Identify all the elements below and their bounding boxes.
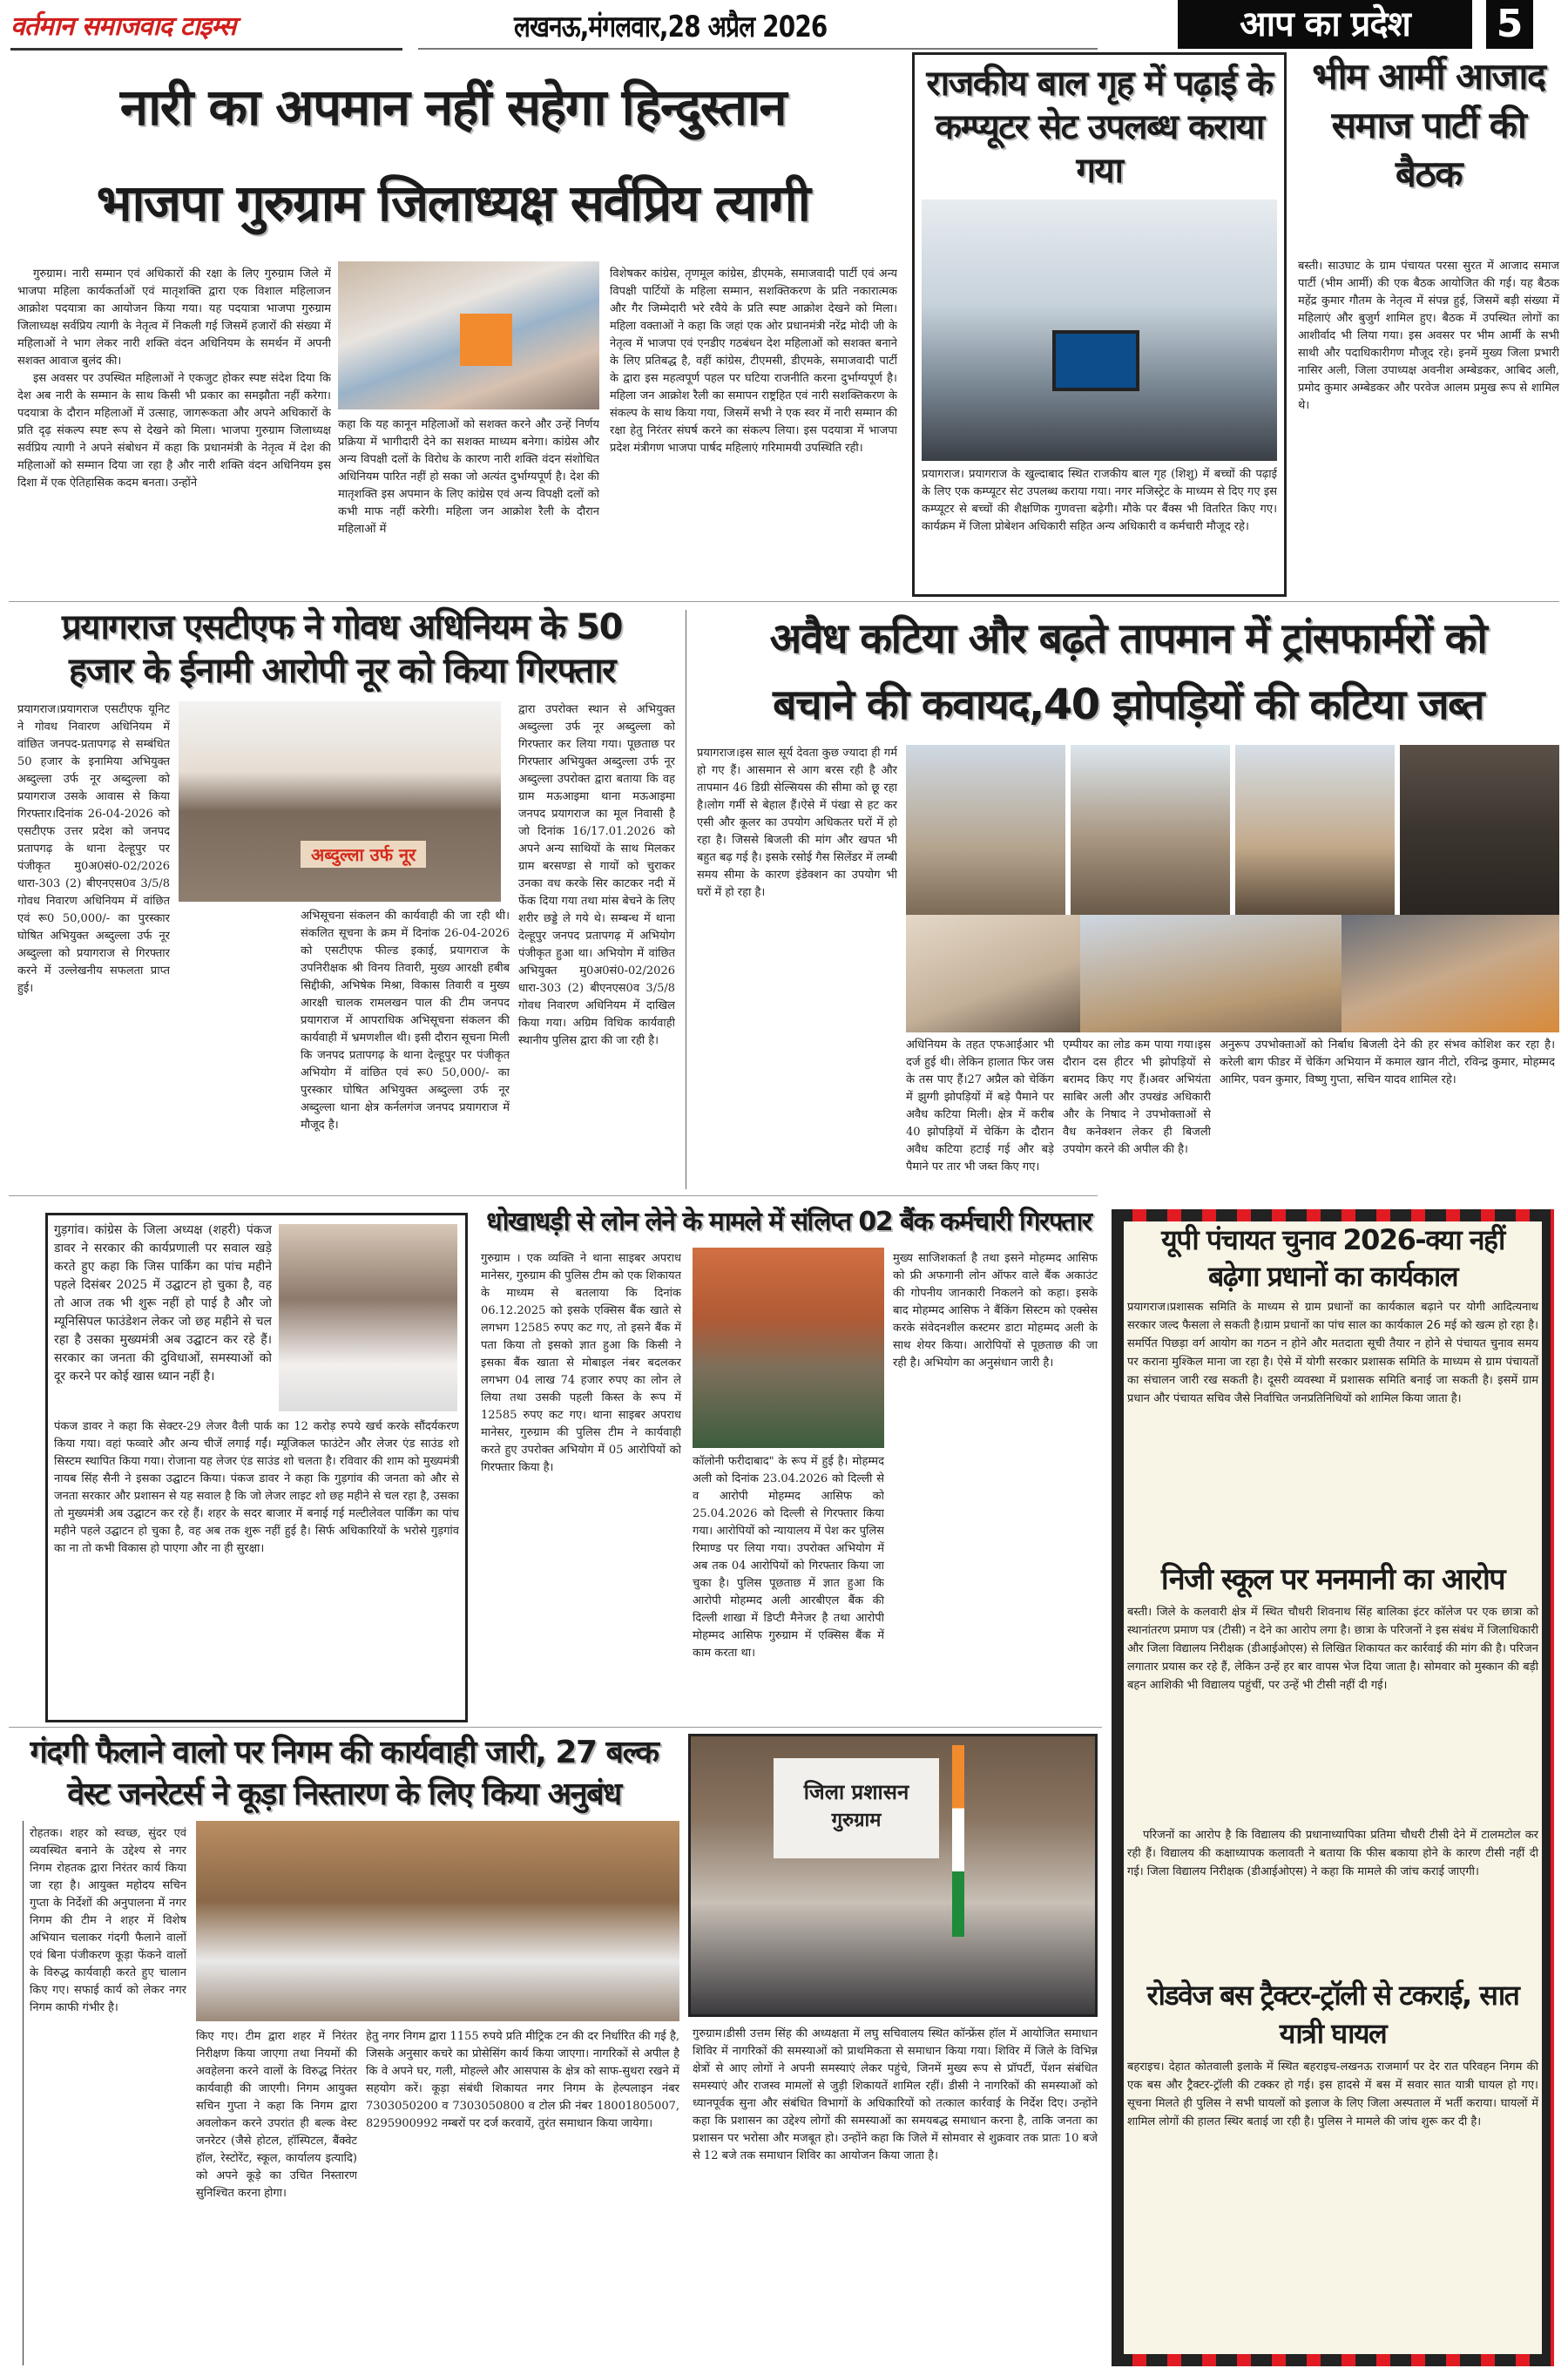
katiya-photo <box>1235 745 1395 915</box>
dateline: लखनऊ,मंगलवार,28 अप्रैल 2026 <box>514 10 828 44</box>
headline-text: बढ़ेगा प्रधानों का कार्यकाल <box>1207 1260 1458 1293</box>
nigam-col2: किए गए। टीम द्वारा शहर में निरंतर निरीक्षण किया जाएगा तथा नियमों की अवहेलना करने वालों के विरुद्ध निरंतर कार्यवाही की जाएगी। निगम आयुक्त सचिन गुप्ता ने कहा कि निगम द्वारा अवलोकन करने उपरांत ही बल्क वेस्ट जनरेटर (जैसे होटल, हॉस्पिटल, बैंक्वेट हॉल, रेस्टोरेंट, स्कूल, कार्यालय इत्यादि) को अपने कूड़े का उचित निस्तारण सुनिश्चित करना होगा। <box>196 2030 357 2200</box>
katiya-photo-strip <box>906 745 1559 915</box>
nari-para-2: इस अवसर पर उपस्थित महिलाओं ने एकजुट होकर स्पष्ट संदेश दिया कि देश अब नारी के सम्मान के साथ किसी भी प्रकार का समझौता नहीं करेगा। पदयात्रा के दौरान महिलाओं में उत्साह, जागरूकता और अपने अधिकारों के प्रति दृढ़ संकल्प स्पष्ट रूप से देखने को मिला। भाजपा गुरुग्राम जिलाध्यक्ष सर्वप्रिय त्यागी ने अपने संबोधन में कहा कि प्रधानमंत्री के नेतृत्व में देश की महिलाओं को सम्मान दिया जा रहा है और नारी शक्ति वंदन अधिनियम इस दिशा में एक ऐतिहासिक कदम बनता। उन्होंने <box>17 372 331 490</box>
newspaper-logo: वर्तमान समाजवाद टाइम्स <box>10 11 236 42</box>
story-stf <box>9 606 675 693</box>
jila-body: गुरुग्राम।डीसी उत्तम सिंह की अध्यक्षता में लघु सचिवालय स्थित कॉन्फ्रेंस हॉल में आयोजित समाधान शिविर में नागरिकों की समस्याओं को प्राथमिकता से समाधान किया गया। शिविर में जिले के विभिन्न क्षेत्रों से आए लोगों ने अपनी समस्याएं लेकर पहुंचे, जिनमें मुख्य रूप से प्रॉपर्टी, पेंशन संबंधित समस्याएं और राजस्व मामलों से जुड़ी शिकायतें शामिल रहीं। डीसी ने नागरिकों की समस्याओं को ध्यानपूर्वक सुना और संबंधित विभागों के अधिकारियों को तत्काल कार्रवाई के निर्देश दिए। उन्होंने कहा कि प्रशासन का उद्देश्य लोगों की समस्याओं का समयबद्ध समाधान करना है, ताकि जनता का प्रशासन पर भरोसा और मजबूत हो। उन्होंने कहा कि जिले में सोमवार से शुक्रवार तक प्रातः 10 बजे से 12 बजे तक समाधान शिविर का आयोजन किया जाता है। <box>693 2027 1098 2162</box>
placard <box>460 314 512 366</box>
headline-stf-1 <box>9 606 675 649</box>
headline-panchayat-2 <box>1124 1258 1542 1295</box>
school-body: बस्ती। जिले के कलवारी क्षेत्र में स्थित चौधरी शिवनाथ सिंह बालिका इंटर कॉलेज पर एक छात्रा को स्थानांतरण प्रमाण पत्र (टीसी) न देने का आरोप लगा है। छात्रा के परिजनों ने इस संबंध में जिलाधिकारी और जिला विद्यालय निरीक्षक (डीआईओएस) से लिखित शिकायत कर कार्रवाई की मांग की है। परिजन लगातार प्रयास कर रहे हैं, लेकिन उन्हें हर बार वापस भेज दिया जाता है। सोमवार को मुस्कान की बड़ी बहन आशिकी भी विद्यालय पहुंचीं, पर उन्हें भी टीसी नहीं दी गई। <box>1127 1606 1538 1692</box>
katiya-photo <box>906 915 1080 1032</box>
headline-nari-1 <box>9 59 897 155</box>
computer-monitor <box>1052 330 1139 391</box>
masthead <box>0 0 1568 52</box>
congress-leader-photo <box>279 1224 457 1411</box>
katiya-col2: अधिनियम के तहत एफआईआर भी दर्ज हुई थी। लेकिन हालात फिर जस के तस पाए हैं।27 अप्रैल को चेकिंग में झुग्गी झोपड़ियों में बड़े पैमाने पर अवैध कटिया मिली। क्षेत्र में करीब 40 झोपड़ियों में चेकिंग के दौरान अवैध कटिया हटाई गई और बड़े पैमाने पर तार भी जब्त किए गए। <box>906 1039 1054 1174</box>
story-nigam <box>9 1732 679 1816</box>
nari-rally-photo <box>338 261 599 409</box>
headline-text: प्रयागराज एसटीएफ ने गोवध अधिनियम के 50 <box>62 607 622 647</box>
divider <box>9 1195 1098 1196</box>
nari-col3: विशेषकर कांग्रेस, तृणमूल कांग्रेस, डीएमके, समाजवादी पार्टी एवं अन्य विपक्षी पार्टियों के महिला सम्मान, सशक्तिकरण के प्रति नकारात्मक और गैर जिम्मेदारी भरे रवैये के प्रति स्पष्ट आक्रोश देखने को मिला। महिला वक्ताओं ने कहा कि जहां एक ओर प्रधानमंत्री नरेंद्र मोदी जी के नेतृत्व में भाजपा एवं एनडीए गठबंधन देश महिलाओं को सशक्त बनाने के लिए प्रतिबद्ध है, वहीं कांग्रेस, टीएमसी, डीएमके, समाजवादी पार्टी के द्वारा इस महत्वपूर्ण पहल पर घटिया राजनीति करना दुर्भाग्यपूर्ण है। महिला जन आक्रोश रैली का समापन राष्ट्रहित एवं नारी सशक्तिकरण के संकल्प के साथ किया गया, जिसमें सभी ने एक स्वर में नारी सम्मान की रक्षा हेतु निरंतर संघर्ष करने का संकल्प लिया। इस पदयात्रा में भाजपा प्रदेश मंत्रीगण भाजपा पार्षद महिलाएं गरिमामयी उपस्थिति रही। <box>610 267 897 455</box>
bank-accused-photo <box>693 1248 884 1448</box>
headline-nigam-1 <box>9 1732 679 1774</box>
headline-katiya-1 <box>693 606 1564 672</box>
story-bhim <box>1298 52 1559 592</box>
headline-text: वेस्ट जनरेटर्स ने कूड़ा निस्तारण के लिए किया अनुबंध <box>67 1776 621 1812</box>
jila-sign <box>774 1758 939 1858</box>
headline-text: हजार के ईनामी आरोपी नूर को किया गिरफ्तार <box>68 651 616 691</box>
katiya-wire-photo <box>1400 745 1559 915</box>
headline-stf-2 <box>9 649 675 693</box>
stf-accused-photo <box>179 701 501 902</box>
sign-text-1: जिला प्रशासन <box>803 1780 909 1804</box>
story-nari <box>9 59 897 256</box>
congress-col1: गुड़गांव। कांग्रेस के जिला अध्यक्ष (शहरी) पंकज डावर ने सरकार की कार्यप्रणाली पर सवाल खड़े करते हुए कहा कि जिस पार्किंग का पांच महीने पहले दिसंबर 2025 में उद्घाटन हो चुका है, वह तो आज तक भी शुरू नहीं हो पाई है और जो म्यूनिसिपल फाउंडेशन लेकर जो छह महीने से चल रहा है उसका मुख्यमंत्री अब उद्घाटन कर रहे हैं। सरकार का जनता की दुविधाओं, समस्याओं को दूर करने पर कोई खास ध्यान नहीं है। <box>54 1223 272 1384</box>
story-bank <box>477 1202 1100 1242</box>
story-bus <box>1124 1976 1542 2351</box>
headline-text: अवैध कटिया और बढ़ते तापमान में ट्रांसफार्मरों को <box>769 614 1487 663</box>
bank-col3: मुख्य साजिशकर्ता है तथा इसने मोहम्मद आसिफ को फ्री अफगानी लोन ऑफर वाले बैंक अकाउंट की गोपनीय जानकारी निकलने को कहा। इसके बाद मोहम्मद आसिफ ने बैंकिंग सिस्टम को एक्सेस करके संवेदनशील कस्टमर डाटा मोहम्मद अली के साथ शेयर किया। आरोपियों से पूछताछ की जा रही है। अभियोग का अनुसंधान जारी है। <box>893 1252 1098 1370</box>
headline-balgrih: राजकीय बाल गृह में पढ़ाई के कम्प्यूटर सेट उपलब्ध कराया गया <box>926 64 1273 191</box>
sign-text-2: गुरुग्राम <box>831 1810 882 1831</box>
katiya-photo <box>1080 915 1342 1032</box>
headline-nigam-2 <box>9 1774 679 1816</box>
headline-bank <box>477 1202 1100 1242</box>
headline-text: गंदगी फैलाने वालो पर निगम की कार्यवाही जारी, 27 बल्क <box>30 1735 659 1770</box>
story-katiya <box>693 606 1564 738</box>
headline-text: नारी का अपमान नहीं सहेगा हिन्दुस्तान <box>119 78 787 137</box>
balgrih-computer-photo <box>922 200 1277 461</box>
photo-caption: अब्दुल्ला उर्फ नूर <box>301 841 426 868</box>
headline-bhim: भीम आर्मी आजाद समाज पार्टी की बैठक <box>1312 55 1545 195</box>
katiya-col1: प्रयागराज।इस साल सूर्य देवता कुछ ज्यादा ही गर्म हो गए हैं। आसमान से आग बरस रही है और तापमान 46 डिग्री सेल्सियस की सीमा को छू रहा है।लोग गर्मी से बेहाल हैं।ऐसे में पंखा से हट कर एसी और कूलर का उपयोग अधिकतर घरों में हो रहा है। जिससे बिजली की मांग और खपत भी बहुत बढ़ गई है। इसके रसोई गैस सिलेंडर में लम्बी समय सीमा के कारण इंडेक्शन का उपयोग भी घरों में हो रहा है। <box>697 747 897 899</box>
nigam-meeting-photo <box>196 1821 679 2021</box>
section-title: आप का प्रदेश <box>1178 0 1472 49</box>
page-number: 5 <box>1481 0 1533 49</box>
katiya-col4: अनुरूप उपभोक्ताओं को निर्बाध बिजली देने की हर संभव कोशिश कर रहा है। करेली बाग फीडर में चेकिंग अभियान में कमाल खान नीटो, रविन्द्र कुमार, मोहम्मद आमिर, पवन कुमार, विष्णु गुप्ता, सचिन यादव शामिल रहे। <box>1220 1039 1555 1086</box>
divider <box>9 1727 1102 1728</box>
stf-col2: अभिसूचना संकलन की कार्यवाही की जा रही थी।संकलित सूचना के क्रम में दिनांक 26-04-2026 को एसटीएफ फील्ड इकाई, प्रयागराज के उपनिरीक्षक श्री विनय तिवारी, मुख्य आरक्षी हबीब सिद्दीकी, अभिषेक मिश्रा, विकास तिवारी व मुख्य आरक्षी चालक रामलखन पाल की टीम जनपद प्रयागराज में आपराधिक अभिसूचना संकलन की कार्यवाही में भ्रमणशील थी। इसी दौरान सूचना मिली कि जनपद प्रतापगढ़ के थाना देल्हूपुर पर पंजीकृत अभियोग में वांछित एवं रू0 50,000/- का पुरस्कार घोषित अभियुक्त अब्दुल्ला उर्फ नूर अब्दुल्ला थाना क्षेत्र कर्नलगंज जनपद प्रयागराज में मौजूद है। <box>301 910 510 1132</box>
headline-text: निजी स्कूल पर मनमानी का आरोप <box>1160 1562 1505 1597</box>
headline-nari-2 <box>9 155 897 251</box>
nari-col1 <box>17 266 331 562</box>
headline-text: भाजपा गुरुग्राम जिलाध्यक्ष सर्वप्रिय त्यागी <box>96 173 810 233</box>
headline-text: यूपी पंचायत चुनाव 2026-क्या नहीं <box>1161 1223 1504 1256</box>
dateline-rule <box>418 48 1098 50</box>
right-boxed-column <box>1112 1209 1554 2366</box>
jila-meeting-photo <box>688 1734 1098 2017</box>
katiya-photo <box>906 745 1065 915</box>
story-school <box>1124 1560 1542 1969</box>
nigam-col1: रोहतक। शहर को स्वच्छ, सुंदर एवं व्यवस्थित बनाने के उद्देश्य से नगर निगम रोहतक द्वारा निरंतर कार्य किया जा रहा है। आयुक्त महोदय सचिन गुप्ता के निर्देशों की अनुपालना में नगर निगम की टीम ने शहर में विशेष अभियान चलाकर गंदगी फैलाने वालों एवं बिना पंजीकरण कूड़ा फेंकने वालों के विरुद्ध कार्यवाही करते हुए चालान किए गए। सफाई कार्य को लेकर नगर निगम काफी गंभीर है। <box>30 1827 186 2014</box>
headline-text: बचाने की कवायद,40 झोपड़ियों की कटिया जब्त <box>773 680 1484 729</box>
nari-para-1: गुरुग्राम। नारी सम्मान एवं अधिकारों की रक्षा के लिए गुरुग्राम जिले में भाजपा महिला कार्यकर्ताओं एवं मातृशक्ति द्वारा एक विशाल महिलाजन आक्रोश पदयात्रा का आयोजन किया गया। यह पदयात्रा भाजपा गुरुग्राम जिलाध्यक्ष सर्वप्रिय त्यागी के नेतृत्व में निकली गई जिसमें हजारों की संख्या में महिलाओं ने भाग लेकर नारी शक्ति वंदन अधिनियम के समर्थन में अपनी सशक्त आवाज बुलंद की। <box>17 267 331 368</box>
headline-school <box>1124 1560 1542 1600</box>
story-panchayat <box>1124 1221 1542 1553</box>
masthead-rule <box>10 48 402 51</box>
congress-col2: पंकज डावर ने कहा कि सेक्टर-29 लेजर वैली पार्क का 12 करोड़ रुपये खर्च करके सौंदर्यकरण किया गया। वहां फव्वारे और अन्य चीजें लगाई गईं। म्यूजिकल फाउंटेन और लेजर एंड साउंड शो सिस्टम स्थापित किया गया। रोजाना यह लेजर एंड साउंड शो चलता है। रविवार की शाम को मुख्यमंत्री नायब सिंह सैनी ने इसका उद्घाटन किया। पंकज डावर ने कहा कि गुड़गांव की जनता को और से जनता सरकार और प्रशासन से यह सवाल है कि जो लेजर लाइट शो छह महीने से चल रहा है, उसका तो मुख्यमंत्री अब उद्घाटन कर रहे हैं। शहर के सदर बाजार में बनाई गई मल्टीलेवल पार्किंग का पांच महीने पहले उद्घाटन हो चुका है, वह अब तक शुरू नहीं हुई है। सिर्फ अधिकारियों के भरोसे गुड़गांव का ना तो कभी विकास हो पाएगा और ना ही सुरक्षा। <box>54 1420 459 1555</box>
nigam-col3: हेतु नगर निगम द्वारा 1155 रुपये प्रति मीट्रिक टन की दर निर्धारित की गई है, जिसके अनुसार कचरे का प्रोसेसिंग कार्य किया जाएगा। नागरिकों से अपील है कि वे अपने घर, गली, मोहल्ले और आसपास के क्षेत्र को साफ-सुथरा रखने में सहयोग करें। कूड़ा संबंधी शिकायत नगर निगम के हेल्पलाइन नंबर 7303050200 व 7303050800 व टोल फ्री नंबर 18001805007, 8295900992 नम्बरों पर दर्ज करवायें, तुरंत समाधान किया जायेगा। <box>366 2030 679 2130</box>
divider <box>23 1821 24 2365</box>
flag <box>952 1745 964 1937</box>
story-balgrih <box>912 52 1287 597</box>
bhim-body: बस्ती। साउघाट के ग्राम पंचायत परसा सुरत में आजाद समाज पार्टी (भीम आर्मी) की एक बैठक आयोजित की गई। यह बैठक महेंद्र कुमार गौतम के नेतृत्व में संपन्न हुई, जिसमें बड़ी संख्या में महिलाएं और बुजुर्ग शामिल हुए। बैठक में उपस्थित लोगों का आशीर्वाद भी लिया गया। इस अवसर पर भीम आर्मी के सभी साथी और पदाधिकारीगण मौजूद रहे। इनमें मुख्य जिला प्रभारी नासिर अली, जिला उपाध्यक्ष अवनीश अम्बेडकर, आबिद अली, प्रमोद कुमार अम्बेडकर और परवेज आलम प्रमुख रूप से शामिल थे। <box>1298 260 1559 412</box>
school-body-2: परिजनों का आरोप है कि विद्यालय की प्रधानाध्यापिका प्रतिमा चौधरी टीसी देने में टालमटोल कर रही हैं। विद्यालय की कक्षाध्यापक कलावती ने बताया कि फीस बकाया होने के कारण टीसी नहीं दी गई। जिला विद्यालय निरीक्षक (डीआईओएस) ने कहा कि मामले की जांच कराई जाएगी। <box>1127 1829 1538 1878</box>
katiya-col3: एम्पीयर का लोड कम पाया गया।इस दौरान दस हीटर भी झोपड़ियों से बरामद किए गए हैं।अवर अभियंता साबिर अली और उपखंड अधिकारी और के निषाद ने उपभोक्ताओं से वैध कनेक्शन लेकर ही बिजली उपयोग करने की अपील की है। <box>1063 1039 1211 1156</box>
bank-col2: कॉलोनी फरीदाबाद" के रूप में हुई है। मोहम्मद अली को दिनांक 23.04.2026 को दिल्ली से व आरोपी मोहम्मद आसिफ को 25.04.2026 को दिल्ली से गिरफ्तार किया गया। आरोपियों को न्यायालय में पेश कर पुलिस रिमाण्ड पर लिया गया। उपरोक्त अभियोग में अब तक 04 आरोपियों को गिरफ्तार किया जा चुका है। पुलिस पूछताछ में ज्ञात हुआ कि आरोपी मोहम्मद अली आरबीएल बैंक की दिल्ली शाखा में डिप्टी मैनेजर है तथा आरोपी मोहम्मद आसिफ गुरुग्राम में एक्सिस बैंक में काम करता था। <box>693 1455 884 1660</box>
bus-body: बहराइच। देहात कोतवाली इलाके में स्थित बहराइच-लखनऊ राजमार्ग पर देर रात परिवहन निगम की एक बस और ट्रैक्टर-ट्रॉली की टक्कर हो गई। इस हादसे में बस में सवार सात यात्री घायल हो गए। सूचना मिलते ही पुलिस ने सभी घायलों को इलाज के लिए जिला अस्पताल में भर्ती कराया। घायलों में शामिल लोगों की हालत स्थिर बताई जा रही है। पुलिस ने मामले की जांच शुरू कर दी है। <box>1127 2060 1538 2128</box>
headline-text: धोखाधड़ी से लोन लेने के मामले में संलिप्त 02 बैंक कर्मचारी गिरफ्तार <box>486 1207 1092 1237</box>
divider <box>9 601 1559 602</box>
stf-col1: प्रयागराज।प्रयागराज एसटीएफ यूनिट ने गोवध निवारण अधिनियम में वांछित जनपद-प्रतापगढ़ से सम्बंधित 50 हजार के इनामिया अभियुक्त अब्दुल्ला उर्फ नूर अब्दुल्ला को प्रयागराज उसके आवास से किया गिरफ्तार।दिनांक 26-04-2026 को एसटीएफ उत्तर प्रदेश को जनपद प्रतापगढ़ के थाना देल्हूपुर पर पंजीकृत मु0अ0सं0-02/2026 धारा-303 (2) बीएनएस0व 3/5/8 गोवध निवारण अधिनियम में वांछित एवं रू0 50,000/- का पुरस्कार घोषित अभियुक्त अब्दुल्ला उर्फ नूर अब्दुल्ला को प्रयागराज से गिरफ्तार करने में उल्लेखनीय सफलता प्राप्त हुई। <box>17 703 170 995</box>
katiya-team-photo <box>1342 915 1559 1032</box>
nari-col2: कहा कि यह कानून महिलाओं को सशक्त करने और उन्हें निर्णय प्रक्रिया में भागीदारी देने का सशक्त माध्यम बनेगा। कांग्रेस और अन्य विपक्षी दलों के विरोध के कारण नारी शक्ति वंदन संशोधित अधिनियम पारित नहीं हो सका जो अत्यंत दुर्भाग्यपूर्ण है। देश की मातृशक्ति इस अपमान के लिए कांग्रेस एवं अन्य विपक्षी दलों को कभी माफ नहीं करेगी। महिला जन आक्रोश रैली के दौरान महिलाओं में <box>338 418 599 536</box>
bank-col1: गुरुग्राम । एक व्यक्ति ने थाना साइबर अपराध मानेसर, गुरुग्राम की पुलिस टीम को एक शिकायत के माध्यम से बतलाया कि दिनांक 06.12.2025 को इसके एक्सिस बैंक खाते से लगभग 12585 रुपए कट गए, तो इसने बैंक में पता किया तो इसको ज्ञात हुआ कि किसी ने इसका बैंक खाता से मोबाइल नंबर बदलकर लगभग 04 लाख 74 हजार रुपए का लोन ले लिया तथा उसकी पहली किस्त के रूप में 12585 रुपए कट गए। थाना साइबर अपराध मानेसर, गुरुग्राम की पुलिस टीम ने कार्यवाही करते हुए उपरोक्त अभियोग में 05 आरोपियों को गिरफ्तार किया है। <box>481 1252 681 1474</box>
panchayat-body: प्रयागराज।प्रशासक समिति के माध्यम से ग्राम प्रधानों का कार्यकाल बढ़ाने पर योगी आदित्यनाथ सरकार जल्द फैसला ले सकती है।ग्राम प्रधानों का पांच साल का कार्यकाल 26 मई को खत्म हो रहा है।समर्पित पिछड़ा वर्ग आयोग का गठन न होने और मतदाता सूची तैयार न होने से पंचायत चुनाव समय पर कराना मुश्किल माना जा रहा है। ऐसे में योगी सरकार प्रशासक समिति के माध्यम से ग्राम पंचायतों का संचालन जारी रख सकती है। दूसरी व्यवस्था में प्रशासक समिति बनाई जा सकती है। इसमें ग्राम प्रधान और पंचायत सचिव जैसे निर्वाचित जनप्रतिनिधियों को शामिल किया जाता है। <box>1127 1301 1538 1405</box>
headline-katiya-2 <box>693 672 1564 738</box>
katiya-photo <box>1071 745 1230 915</box>
headline-bus: रोडवेज बस ट्रैक्टर-ट्रॉली से टकराई, सात यात्री घायल <box>1146 1979 1519 2050</box>
stf-col3: द्वारा उपरोक्त स्थान से अभियुक्त अब्दुल्ला उर्फ नूर अब्दुल्ला को गिरफ्तार कर लिया गया। पूछताछ पर गिरफ्तार अभियुक्त अब्दुल्ला उर्फ नूर अब्दुल्ला उपरोक्त द्वारा बताया कि वह ग्राम मऊआइमा थाना मऊआइमा जनपद प्रयागराज का मूल निवासी है जो दिनांक 16/17.01.2026 को अपने अन्य साथियों के साथ मिलकर ग्राम बरसण्डा से गायों को चुराकर उनका वध करके सिर काटकर नदी में फेंक दिया गया तथा मांस बेचने के लिए शरीर छड्डे ले गये थे। सम्बन्ध में थाना देल्हूपुर जनपद प्रतापगढ़ में अभियोग पंजीकृत हुआ था। अभियोग में वांछित अभियुक्त मु0अ0सं0-02/2026 धारा-303 (2) बीएनएस0व 3/5/8 गोवध निवारण अधिनियम में दाखिल किया गया। अग्रिम विधिक कार्यवाही स्थानीय पुलिस द्वारा की जा रही है। <box>518 703 675 1047</box>
balgrih-body: प्रयागराज। प्रयागराज के खुल्दाबाद स्थित राजकीय बाल गृह (शिशु) में बच्चों की पढ़ाई के लिए एक कम्प्यूटर सेट उपलब्ध कराया गया। नगर मजिस्ट्रेट के माध्यम से दिए गए इस कम्प्यूटर से बच्चों की शैक्षणिक गुणवत्ता बढ़ेगी। मौके पर बैंक्स भी वितरित किए गए। कार्यक्रम में जिला प्रोबेशन अधिकारी सहित अन्य अधिकारी व कर्मचारी मौजूद रहे। <box>922 468 1277 533</box>
headline-panchayat-1 <box>1124 1221 1542 1258</box>
